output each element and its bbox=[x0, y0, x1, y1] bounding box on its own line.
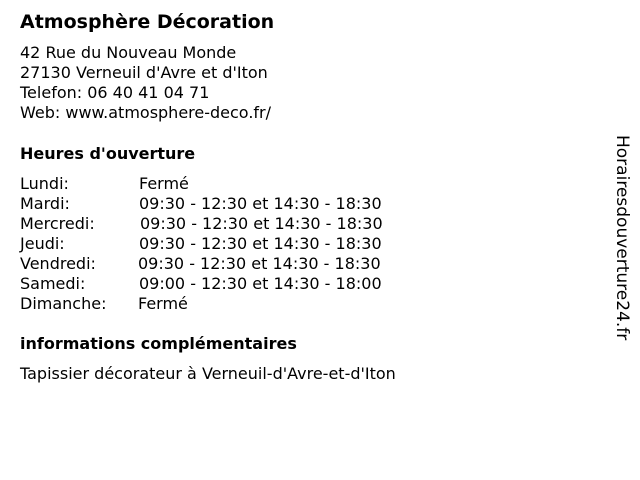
hours-heading: Heures d'ouverture bbox=[20, 144, 196, 163]
day-label: Samedi: bbox=[20, 274, 86, 293]
phone-number: Telefon: 06 40 41 04 71 bbox=[20, 83, 210, 102]
info-text: Tapissier décorateur à Verneuil-d'Avre-et-d'Iton bbox=[20, 364, 396, 383]
website: Web: www.atmosphere-deco.fr/ bbox=[20, 103, 271, 122]
business-address bbox=[20, 43, 271, 123]
day-hours: 09:00 - 12:30 et 14:30 - 18:00 bbox=[139, 274, 382, 293]
day-hours: Fermé bbox=[139, 174, 189, 193]
city-address: 27130 Verneuil d'Avre et d'Iton bbox=[20, 63, 268, 82]
day-hours: 09:30 - 12:30 et 14:30 - 18:30 bbox=[139, 234, 382, 253]
day-label: Mercredi: bbox=[20, 214, 95, 233]
info-heading: informations complémentaires bbox=[20, 334, 297, 353]
day-label: Vendredi: bbox=[20, 254, 96, 273]
day-label: Jeudi: bbox=[20, 234, 65, 253]
day-hours: Fermé bbox=[138, 294, 188, 313]
business-name: Atmosphère Décoration bbox=[20, 11, 275, 33]
day-hours: 09:30 - 12:30 et 14:30 - 18:30 bbox=[139, 194, 382, 213]
day-label: Lundi: bbox=[20, 174, 69, 193]
day-label: Dimanche: bbox=[20, 294, 107, 313]
watermark-text: Horairesdouverture24.fr bbox=[612, 135, 632, 341]
day-hours: 09:30 - 12:30 et 14:30 - 18:30 bbox=[138, 254, 381, 273]
street-address: 42 Rue du Nouveau Monde bbox=[20, 43, 237, 62]
day-label: Mardi: bbox=[20, 194, 70, 213]
day-hours: 09:30 - 12:30 et 14:30 - 18:30 bbox=[140, 214, 383, 233]
